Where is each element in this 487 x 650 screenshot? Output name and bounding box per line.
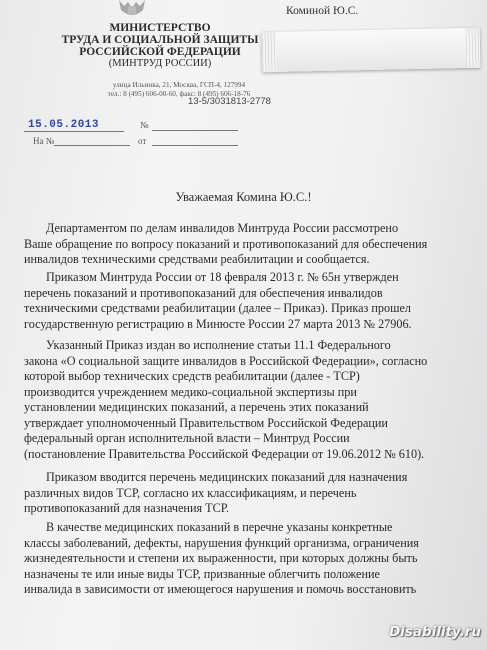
paragraph [24,270,470,332]
text-line: (постановление Правительства Российской Федерации от 19.06.2012 № 610). [24,446,425,461]
addressee [286,5,358,17]
number-label: № [140,120,149,130]
paper-strip [262,28,481,73]
date-line [24,131,124,132]
text-line: назначены те или иные виды ТСР, призванные облегчить положение [24,566,380,581]
paragraph [24,520,470,598]
text-line: Департаментом по делам инвалидов Минтруда России рассмотрено [46,221,399,235]
text-line: которой выбор технических средств реабилитации (далее - ТСР) [24,369,360,383]
text-line: Указанный Приказ издан во исполнение статьи 11.1 Федерального [46,338,391,352]
text-line: жизнедеятельности и степени их выраженности, при которых должны быть [24,551,418,565]
text-line: федеральный орган исполнительной власти – Минтруд России [24,431,350,445]
ministry-line: МИНИСТЕРСТВО [109,22,211,34]
ministry-line: РОССИЙСКОЙ ФЕДЕРАЦИИ [79,46,241,58]
paragraph [24,338,470,462]
text-line: Приказом Минтруда России от 18 февраля 2013 г. № 65н утвержден [46,270,399,284]
text-line: В качестве медицинских показаний в перечне указаны конкретные [46,520,393,534]
text-line: классы заболеваний, дефекты, нарушения функций организма, ограничения [24,535,419,550]
ref-date-label: от [138,136,147,146]
text-line: производится учреждением медико-социальной экспертизы при [24,384,357,399]
ref-number-line [54,145,130,146]
ref-date-line [152,145,238,146]
text-line: государственную регистрацию в Минюсте России 27 марта 2013 № 27906. [24,316,412,331]
text-line: инвалидов техническими средствами реабилитации и сообщается. [24,252,370,266]
site-watermark: Disability.ru [389,624,481,640]
address-line: улица Ильинка, 21, Москва, ГСП-4, 127994 [112,81,246,89]
text-line: противопоказаний для назначения ТСР. [24,501,229,515]
paragraph [24,221,470,268]
text-line: Ваше обращение по вопросу показаний и противопоказаний для обеспечения [24,236,428,251]
ministry-name [55,22,265,70]
text-line: различных видов ТСР, согласно их классификациям, и перечень [24,485,357,500]
text-line: закона «О социальной защите инвалидов в Российской Федерации», согласно [24,353,428,368]
number-line [152,130,238,131]
ref-number-label: На № [33,136,55,146]
addressee-name: Коминой Ю.С. [286,5,359,17]
outgoing-number: 13-5/3031813-2778 [188,96,271,107]
ministry-line: ТРУДА И СОЦИАЛЬНОЙ ЗАЩИТЫ [61,34,259,46]
coat-of-arms-icon [115,0,149,22]
text-line: инвалида в зависимости от имеющегося нарушения и помочь восстановить [24,582,417,596]
text-line: установлении медицинских показаний, а перечень этих показаний [24,400,369,414]
greeting: Уважаемая Комина Ю.С.! [175,190,312,204]
text-line: техническими средствами реабилитации (далее – Приказ). Приказ прошел [24,301,411,315]
text-line: утверждает уполномоченный Правительством Российской Федерации [24,415,388,430]
address-line: тел.: 8 (495) 606-00-60, факс: 8 (495) 606-18-76 [107,90,251,98]
date-stamp: 15.05.2013 [28,119,100,131]
text-line: Приказом вводится перечень медицинских показаний для назначения [46,470,408,484]
paragraph [24,470,470,517]
ministry-short-name: (МИНТРУД РОССИИ) [108,58,212,69]
text-line: перечень показаний и противопоказаний для обеспечения инвалидов [24,285,383,300]
